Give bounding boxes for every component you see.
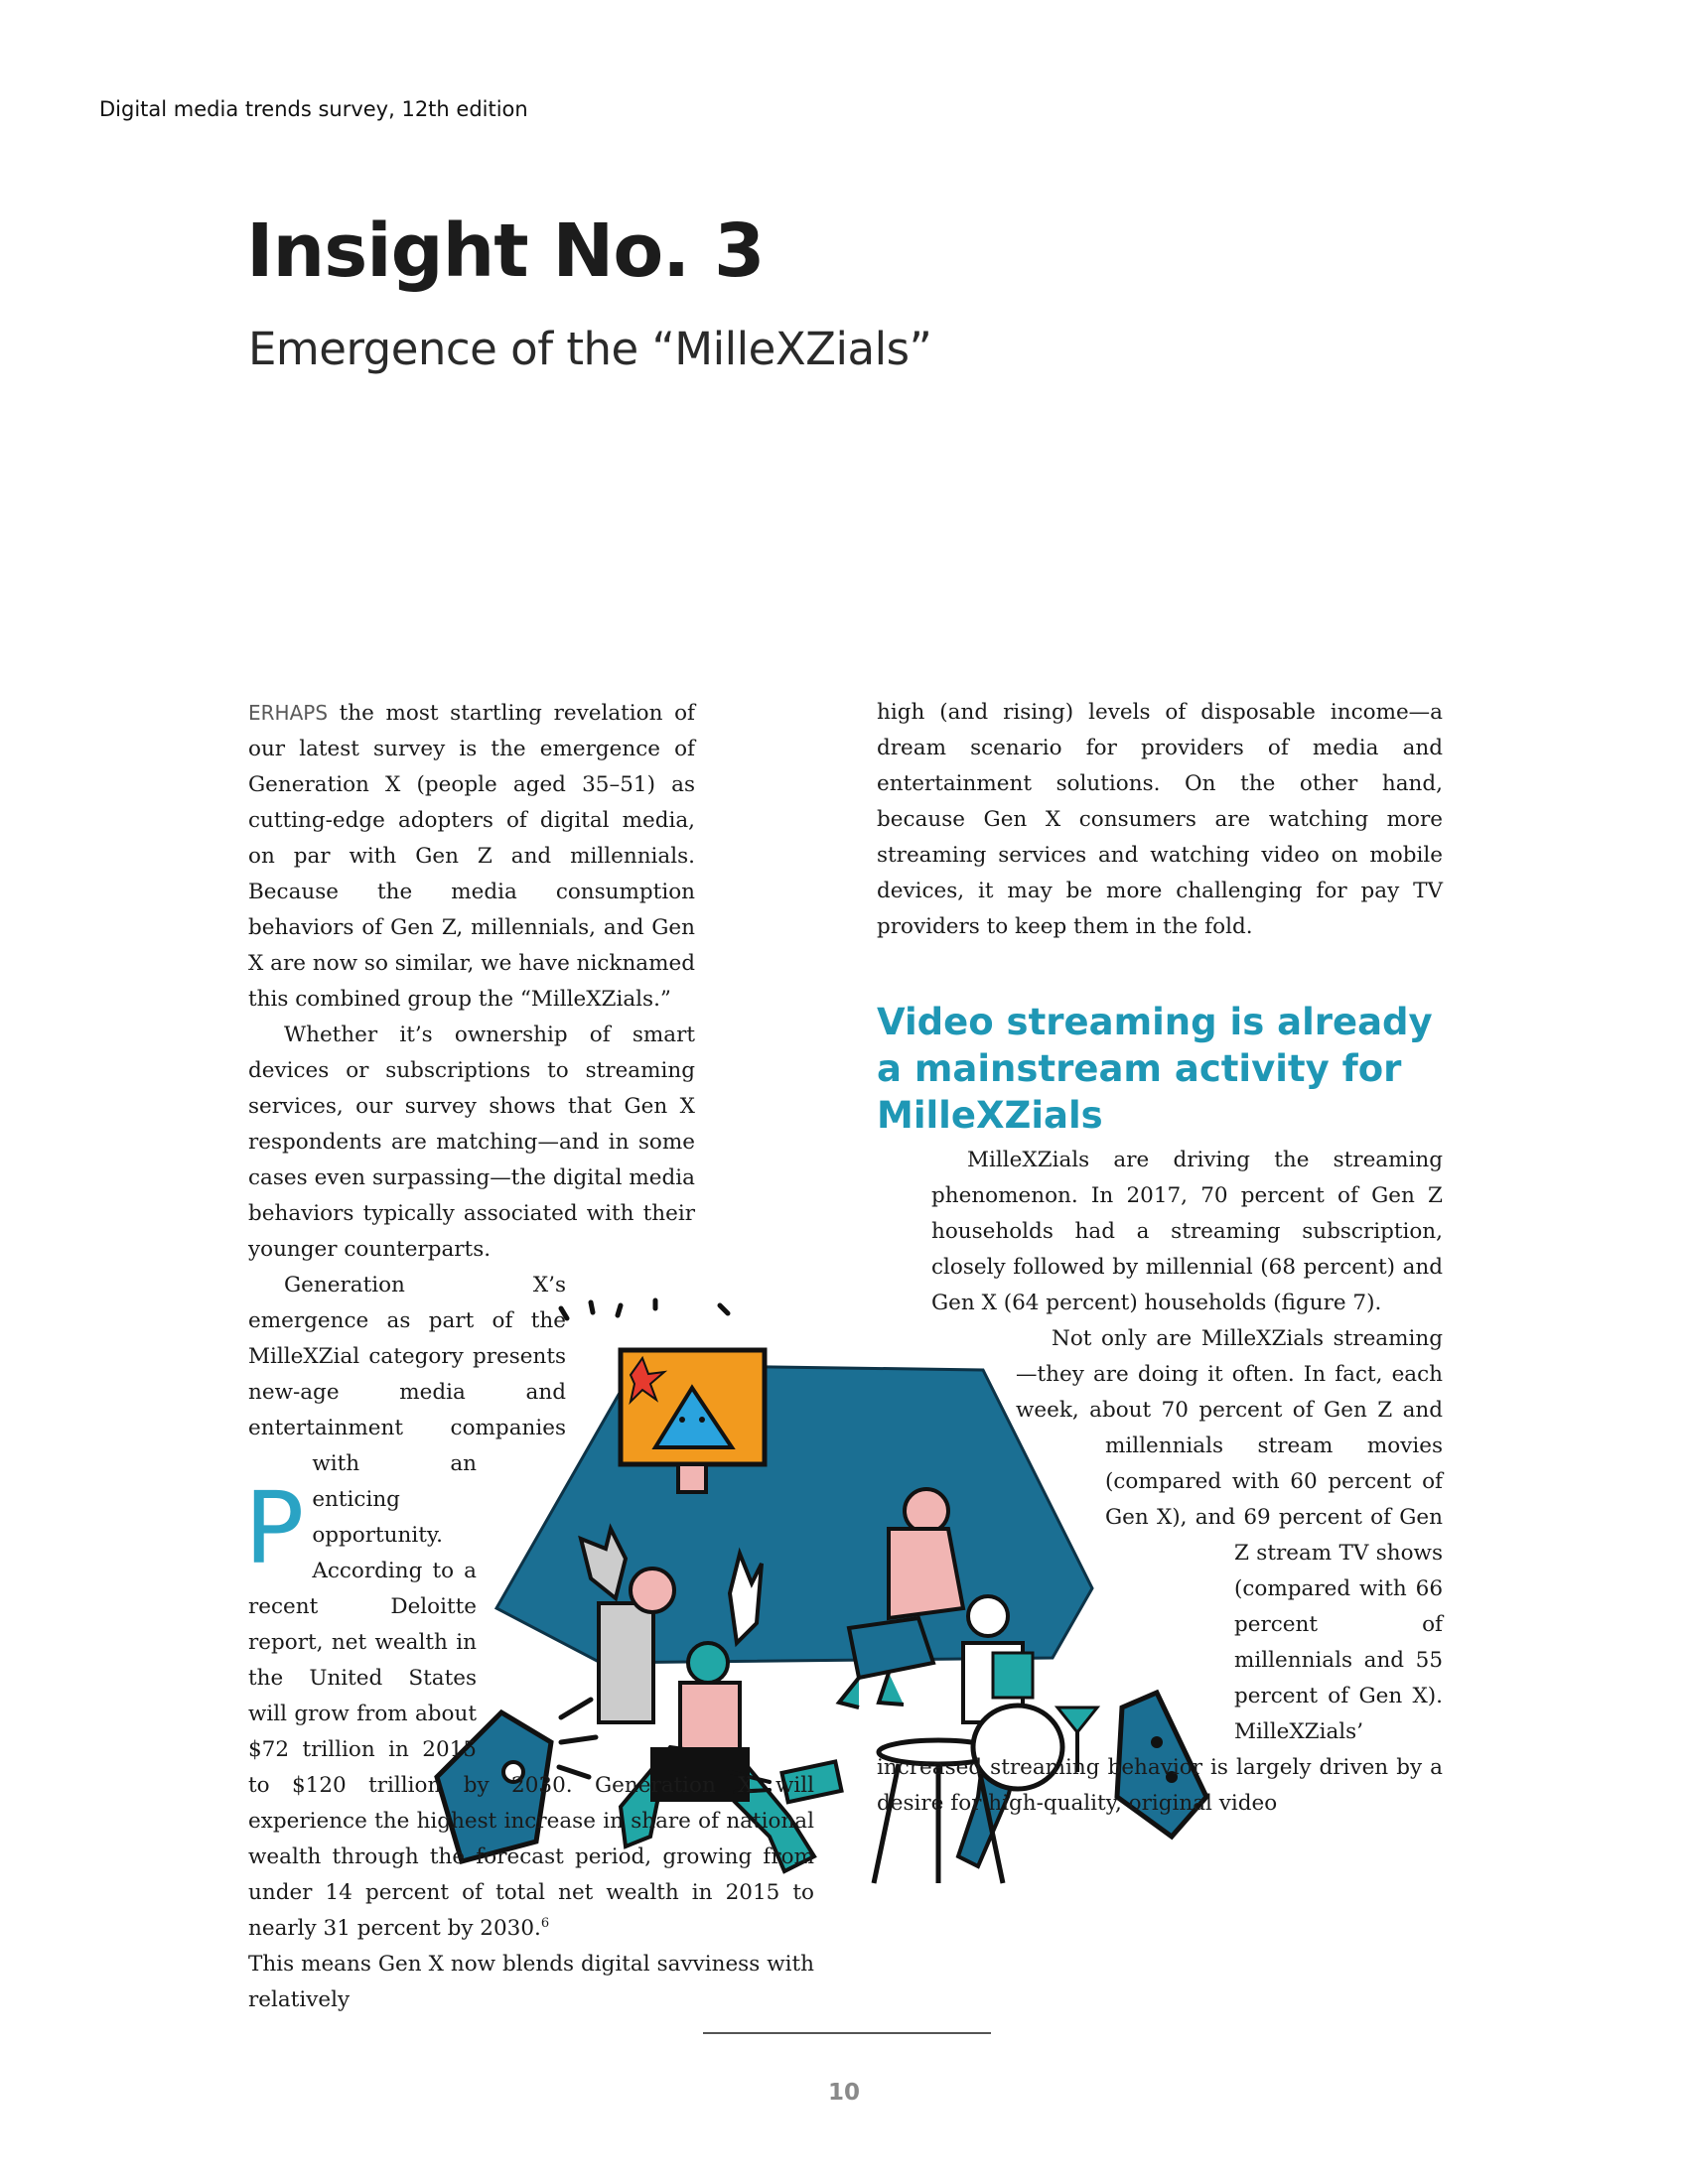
left-column — [244, 695, 814, 2018]
wrap-spacer — [695, 695, 814, 1300]
section-heading: Video streaming is already a mainstream activity for MilleXZials — [877, 1001, 1433, 1137]
paragraph: Whether it’s ownership of smart devices or subscriptions to streaming services, our survey shows that Gen X respondents are matching—and in some cases even surpassing—the digital media behaviors typically associated with their younger counterparts. — [248, 1023, 695, 1262]
paragraph-text: Generation X’s emergence as part of the MilleXZial category presents new-age media and entertainment companies with an enticing opportunity. According to a recent Deloitte report, net wealth in the United States will grow from about $72 trillion in 2015 to $120 trillion by 2030. Generation X will experience the highest increase in share of national wealth through the forecast period, growing from under 14 percent of total net wealth in 2015 to nearly 31 percent by 2030. — [248, 1273, 814, 1941]
insight-title: Insight No. 3 — [246, 208, 765, 294]
page-number: 10 — [827, 2080, 860, 2106]
wrap-spacer — [477, 1479, 814, 1737]
wrap-spacer — [566, 1300, 814, 1479]
wrap-spacer — [877, 1542, 1234, 1720]
running-head: Digital media trends survey, 12th edition — [99, 97, 528, 121]
intro-text: the most startling revelation of our latest survey is the emergence of Generation X (people aged 35–51) as cutting-edge adopters of digital media, on par with Gen Z and millennials. Because the media consumption behaviors of Gen Z, millennials, and Gen X are now so similar, we have nicknamed this combined group the “MilleXZials.” — [248, 701, 695, 1012]
right-column — [877, 695, 1443, 1822]
paragraph: high (and rising) levels of disposable income—a dream scenario for providers of media and entertainment solutions. On the other hand, because Gen X consumers are watching more streaming services and watching video on mobile devices, it may be more challenging for pay TV providers to keep them in the fold. — [877, 700, 1443, 939]
wrap-spacer — [877, 1433, 1105, 1542]
footer-rule — [703, 2032, 991, 2034]
paragraph: MilleXZials are driving the streaming phenomenon. In 2017, 70 percent of Gen Z households had a streaming subscription, closely followed by millennial (68 percent) and Gen X (64 percent) households (figure 7). — [931, 1148, 1443, 1315]
paragraph: This means Gen X now blends digital savviness with relatively — [248, 1952, 814, 2012]
drop-cap: P — [244, 1470, 305, 1586]
wrap-spacer — [877, 1333, 1016, 1433]
wrap-spacer — [877, 1214, 931, 1333]
footnote-marker: 6 — [540, 1915, 550, 1931]
paragraph: Not only are MilleXZials streaming—they are doing it often. In fact, each week, about 70 percent of Gen Z and millennials stream movies (compared with 60 percent of Gen X), and 69 percent of Gen Z stream TV shows (compared with 66 percent of millennials and 55 percent of Gen X). MilleXZials’ increased streaming behavior is largely driven by a desire for high-quality, original video — [877, 1326, 1443, 1816]
insight-subtitle: Emergence of the “MilleXZials” — [248, 323, 932, 375]
lead-smallcaps: ERHAPS — [248, 701, 329, 725]
